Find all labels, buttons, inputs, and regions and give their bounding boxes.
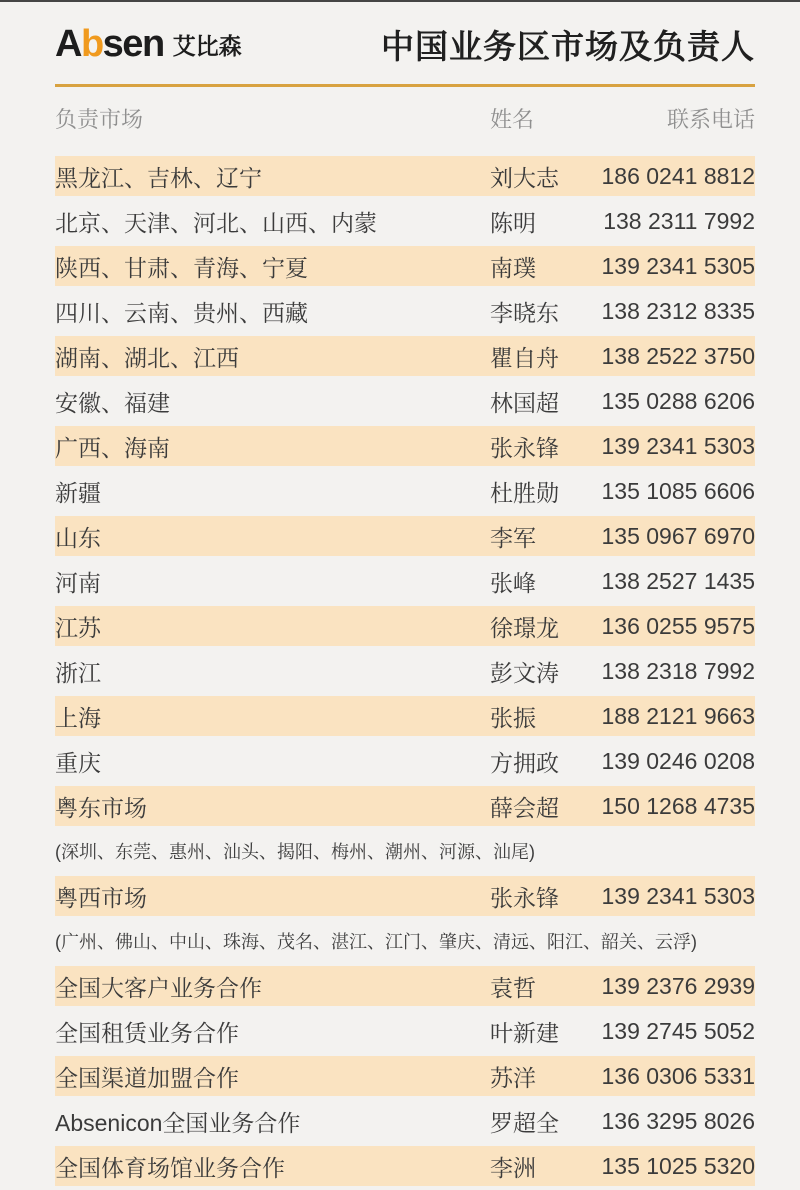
market-cell: 陕西、甘肃、青海、宁夏 (55, 254, 308, 281)
logo-orange-b: b (80, 23, 103, 65)
name-cell: 叶新建 (490, 1019, 559, 1046)
phone-cell: 135 0967 6970 (601, 522, 755, 549)
absen-logo-chinese: 艾比森 (172, 32, 242, 59)
market-cell: 山东 (55, 524, 101, 551)
market-cell: 全国租赁业务合作 (55, 1019, 239, 1046)
market-cell: 全国渠道加盟合作 (55, 1064, 239, 1091)
table-row (55, 606, 755, 646)
table-row (55, 966, 755, 1006)
name-cell: 罗超全 (490, 1109, 559, 1136)
market-cell: 全国大客户业务合作 (55, 974, 262, 1001)
phone-cell: 135 0288 6206 (601, 387, 755, 414)
table-row (55, 786, 755, 826)
name-cell: 陈明 (490, 209, 536, 236)
contact-poster (0, 2, 800, 1186)
phone-cell: 135 1025 5320 (601, 1152, 755, 1179)
market-cell: 湖南、湖北、江西 (55, 344, 239, 371)
table-column-headers (55, 87, 755, 156)
phone-cell: 138 2318 7992 (601, 657, 755, 684)
table-row (55, 156, 755, 196)
table-row (55, 336, 755, 376)
header (55, 16, 755, 72)
absen-logo-wordmark: Absen (55, 23, 164, 65)
phone-cell: 136 0306 5331 (601, 1062, 755, 1089)
market-cell: 江苏 (55, 614, 101, 641)
market-cell: 重庆 (55, 749, 101, 776)
phone-cell: 139 2341 5305 (601, 252, 755, 279)
phone-cell: 139 2376 2939 (601, 972, 755, 999)
phone-cell: 136 0255 9575 (601, 612, 755, 639)
name-cell: 李晓东 (490, 299, 559, 326)
market-cell: Absenicon全国业务合作 (55, 1109, 301, 1136)
market-note: (广州、佛山、中山、珠海、茂名、湛江、江门、肇庆、清远、阳江、韶关、云浮) (55, 932, 697, 952)
market-cell: 黑龙江、吉林、辽宁 (55, 164, 262, 191)
name-cell: 李军 (490, 524, 536, 551)
market-cell: 北京、天津、河北、山西、内蒙 (55, 209, 377, 236)
table-row (55, 381, 755, 421)
name-cell: 刘大志 (490, 164, 559, 191)
phone-cell: 135 1085 6606 (601, 477, 755, 504)
name-cell: 林国超 (490, 389, 559, 416)
market-cell: 全国体育场馆业务合作 (55, 1154, 285, 1181)
market-cell: 四川、云南、贵州、西藏 (55, 299, 308, 326)
table-row (55, 471, 755, 511)
market-cell: 粤东市场 (55, 794, 147, 821)
phone-cell: 139 0246 0208 (601, 747, 755, 774)
table-row (55, 651, 755, 691)
phone-cell: 138 2522 3750 (601, 342, 755, 369)
market-cell: 浙江 (55, 659, 101, 686)
phone-cell: 188 2121 9663 (601, 702, 755, 729)
table-row (55, 1056, 755, 1096)
table-row (55, 516, 755, 556)
table-row (55, 741, 755, 781)
name-cell: 杜胜勋 (490, 479, 559, 506)
table-row (55, 1146, 755, 1186)
market-cell: 广西、海南 (55, 434, 170, 461)
name-cell: 瞿自舟 (490, 344, 559, 371)
market-cell: 粤西市场 (55, 884, 147, 911)
phone-cell: 139 2341 5303 (601, 882, 755, 909)
market-note: (深圳、东莞、惠州、汕头、揭阳、梅州、潮州、河源、汕尾) (55, 842, 535, 862)
name-cell: 徐璟龙 (490, 614, 559, 641)
name-cell: 彭文涛 (490, 659, 559, 686)
name-cell: 苏洋 (490, 1064, 536, 1091)
table-row (55, 696, 755, 736)
name-cell: 张峰 (490, 569, 536, 596)
table-row (55, 561, 755, 601)
column-header-phone: 联系电话 (666, 107, 755, 132)
name-cell: 李洲 (490, 1154, 536, 1181)
name-cell: 方拥政 (490, 749, 559, 776)
table-body (55, 156, 755, 1186)
phone-cell: 138 2312 8335 (601, 297, 755, 324)
table-row (55, 201, 755, 241)
market-cell: 新疆 (55, 479, 101, 506)
phone-cell: 138 2527 1435 (601, 567, 755, 594)
phone-cell: 139 2745 5052 (601, 1017, 755, 1044)
page-title: 中国业务区市场及负责人 (381, 27, 755, 65)
table-row (55, 1101, 755, 1141)
absen-logo (55, 25, 242, 63)
column-header-market: 负责市场 (55, 107, 144, 132)
phone-cell: 150 1268 4735 (601, 792, 755, 819)
name-cell: 张永锋 (490, 884, 559, 911)
table-row (55, 291, 755, 331)
market-cell: 河南 (55, 569, 101, 596)
table-row (55, 1011, 755, 1051)
phone-cell: 136 3295 8026 (601, 1107, 755, 1134)
phone-cell: 186 0241 8812 (601, 162, 755, 189)
column-header-name: 姓名 (490, 107, 535, 132)
name-cell: 袁哲 (490, 974, 536, 1001)
name-cell: 张振 (490, 704, 536, 731)
name-cell: 南璞 (490, 254, 536, 281)
market-cell: 安徽、福建 (55, 389, 170, 416)
phone-cell: 139 2341 5303 (601, 432, 755, 459)
table-row (55, 876, 755, 916)
name-cell: 薛会超 (490, 794, 559, 821)
name-cell: 张永锋 (490, 434, 559, 461)
table-row (55, 246, 755, 286)
phone-cell: 138 2311 7992 (603, 207, 755, 234)
market-cell: 上海 (55, 704, 101, 731)
table-row (55, 426, 755, 466)
